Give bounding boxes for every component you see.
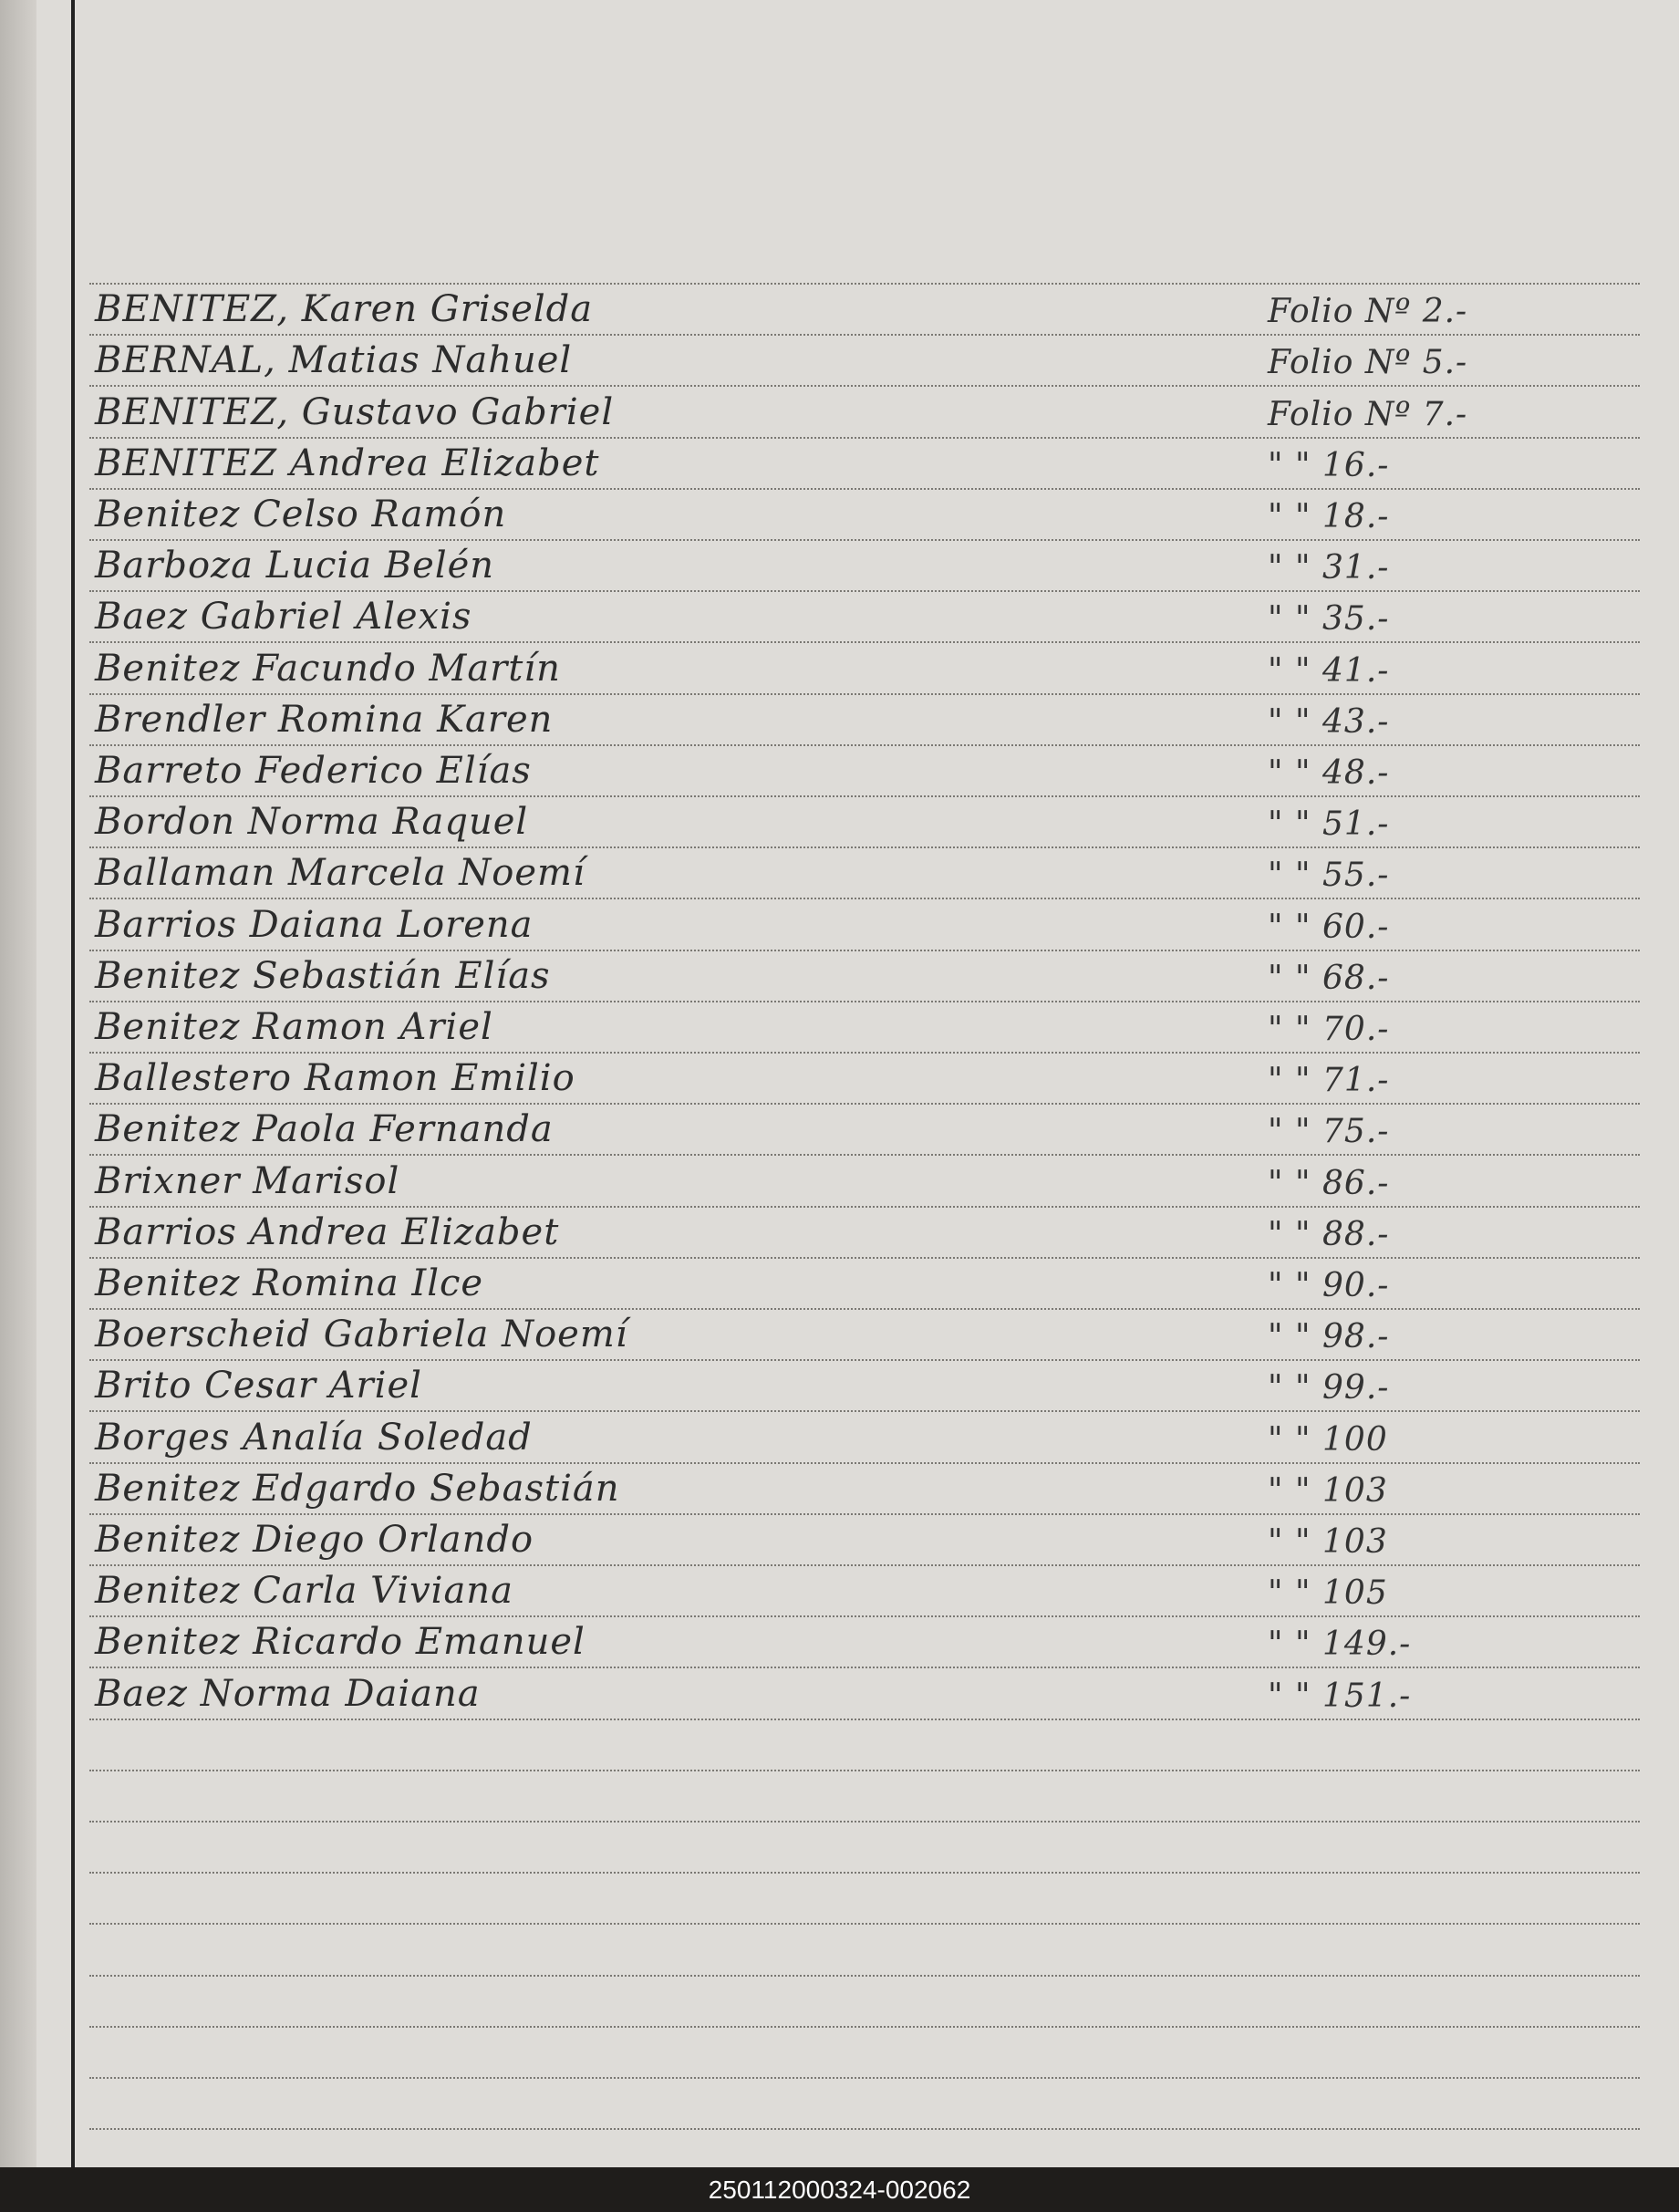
entry-row xyxy=(0,1667,1679,1719)
entry-row xyxy=(0,642,1679,693)
entry-name: Benitez Celso Ramón xyxy=(95,493,507,535)
entry-row xyxy=(0,334,1679,385)
entry-folio: " " 75.- xyxy=(1268,1113,1390,1150)
entry-name: Brendler Romina Karen xyxy=(95,699,554,741)
entry-folio: " " 86.- xyxy=(1268,1165,1390,1202)
entry-name: Benitez Ramon Ariel xyxy=(95,1006,493,1048)
ruled-line xyxy=(89,2128,1640,2130)
entry-row xyxy=(0,1462,1679,1513)
entry-name: Benitez Diego Orlando xyxy=(95,1519,534,1561)
entry-row xyxy=(0,950,1679,1001)
ruled-line xyxy=(89,1975,1640,1977)
entry-folio: " " 43.- xyxy=(1268,703,1390,741)
entry-folio: " " 98.- xyxy=(1268,1318,1390,1355)
entry-name: Brixner Marisol xyxy=(95,1160,400,1202)
entry-folio: " " 103 xyxy=(1268,1523,1388,1561)
entry-row xyxy=(0,283,1679,334)
entry-folio: " " 103 xyxy=(1268,1472,1388,1510)
ruled-line xyxy=(89,1872,1640,1874)
entry-row xyxy=(0,1615,1679,1667)
entry-folio: " " 31.- xyxy=(1268,549,1390,587)
entry-folio: " " 105 xyxy=(1268,1574,1388,1612)
entry-row xyxy=(0,1155,1679,1206)
entry-name: Barrios Andrea Elizabet xyxy=(95,1211,560,1253)
ruled-line xyxy=(89,1719,1640,1720)
entry-name: Benitez Romina Ilce xyxy=(95,1262,484,1304)
entry-row xyxy=(0,437,1679,488)
ruled-line xyxy=(89,2077,1640,2079)
entry-name: BERNAL, Matias Nahuel xyxy=(95,339,573,381)
entry-folio: Folio Nº 5.- xyxy=(1268,344,1468,381)
entry-row xyxy=(0,539,1679,590)
ruled-line xyxy=(89,1770,1640,1771)
entry-folio: " " 35.- xyxy=(1268,600,1390,638)
entry-folio: " " 16.- xyxy=(1268,447,1390,484)
entry-name: Brito Cesar Ariel xyxy=(95,1365,422,1407)
footer-id: 250112000324-002062 xyxy=(0,2167,1679,2212)
ruled-line xyxy=(89,1923,1640,1925)
entry-folio: " " 90.- xyxy=(1268,1267,1390,1304)
entry-name: Barboza Lucia Belén xyxy=(95,545,495,587)
ruled-line xyxy=(89,1821,1640,1823)
entry-row xyxy=(0,1411,1679,1462)
entry-folio: Folio Nº 2.- xyxy=(1268,293,1468,330)
entry-name: Benitez Paola Fernanda xyxy=(95,1108,554,1150)
entry-name: Borges Analía Soledad xyxy=(95,1417,533,1459)
entry-row xyxy=(0,590,1679,641)
entry-row xyxy=(0,488,1679,539)
entry-row xyxy=(0,898,1679,950)
entry-row xyxy=(0,386,1679,437)
entry-folio: " " 51.- xyxy=(1268,805,1390,843)
entry-row xyxy=(0,1052,1679,1103)
ruled-line xyxy=(89,2026,1640,2028)
entry-folio: " " 88.- xyxy=(1268,1216,1390,1253)
entry-folio: " " 100 xyxy=(1268,1421,1388,1459)
entry-name: BENITEZ, Karen Griselda xyxy=(95,288,594,330)
entry-name: BENITEZ, Gustavo Gabriel xyxy=(95,391,615,433)
entry-name: Benitez Sebastián Elías xyxy=(95,955,551,997)
entry-folio: " " 70.- xyxy=(1268,1011,1390,1048)
entry-folio: " " 48.- xyxy=(1268,754,1390,792)
entry-folio: " " 60.- xyxy=(1268,909,1390,946)
entry-folio: " " 55.- xyxy=(1268,857,1390,894)
entry-folio: " " 151.- xyxy=(1268,1677,1412,1715)
entry-name: Ballestero Ramon Emilio xyxy=(95,1057,575,1099)
entry-row xyxy=(0,1513,1679,1564)
entry-name: Benitez Carla Viviana xyxy=(95,1570,513,1612)
entry-folio: Folio Nº 7.- xyxy=(1268,396,1468,433)
entry-row xyxy=(0,1308,1679,1359)
entry-name: Baez Gabriel Alexis xyxy=(95,596,472,638)
entry-name: Ballaman Marcela Noemí xyxy=(95,852,586,894)
entry-name: BENITEZ Andrea Elizabet xyxy=(95,442,600,484)
entry-row xyxy=(0,1103,1679,1154)
entry-name: Barreto Federico Elías xyxy=(95,750,532,792)
entry-name: Baez Norma Daiana xyxy=(95,1673,481,1715)
entry-name: Barrios Daiana Lorena xyxy=(95,904,534,946)
entry-folio: " " 18.- xyxy=(1268,498,1390,535)
entry-row xyxy=(0,846,1679,898)
entry-folio: " " 68.- xyxy=(1268,960,1390,997)
entry-row xyxy=(0,1359,1679,1410)
entry-row xyxy=(0,1001,1679,1052)
entry-row xyxy=(0,744,1679,795)
entry-row xyxy=(0,1257,1679,1308)
entry-row xyxy=(0,693,1679,744)
entry-row xyxy=(0,1206,1679,1257)
entry-name: Boerscheid Gabriela Noemí xyxy=(95,1314,628,1355)
entry-folio: " " 149.- xyxy=(1268,1625,1412,1663)
entry-name: Benitez Facundo Martín xyxy=(95,648,561,690)
entry-folio: " " 71.- xyxy=(1268,1062,1390,1099)
entry-row xyxy=(0,795,1679,846)
entry-name: Bordon Norma Raquel xyxy=(95,801,529,843)
entry-name: Benitez Edgardo Sebastián xyxy=(95,1468,620,1510)
entry-folio: " " 99.- xyxy=(1268,1369,1390,1407)
entry-row xyxy=(0,1564,1679,1615)
entry-name: Benitez Ricardo Emanuel xyxy=(95,1621,586,1663)
entry-folio: " " 41.- xyxy=(1268,652,1390,690)
